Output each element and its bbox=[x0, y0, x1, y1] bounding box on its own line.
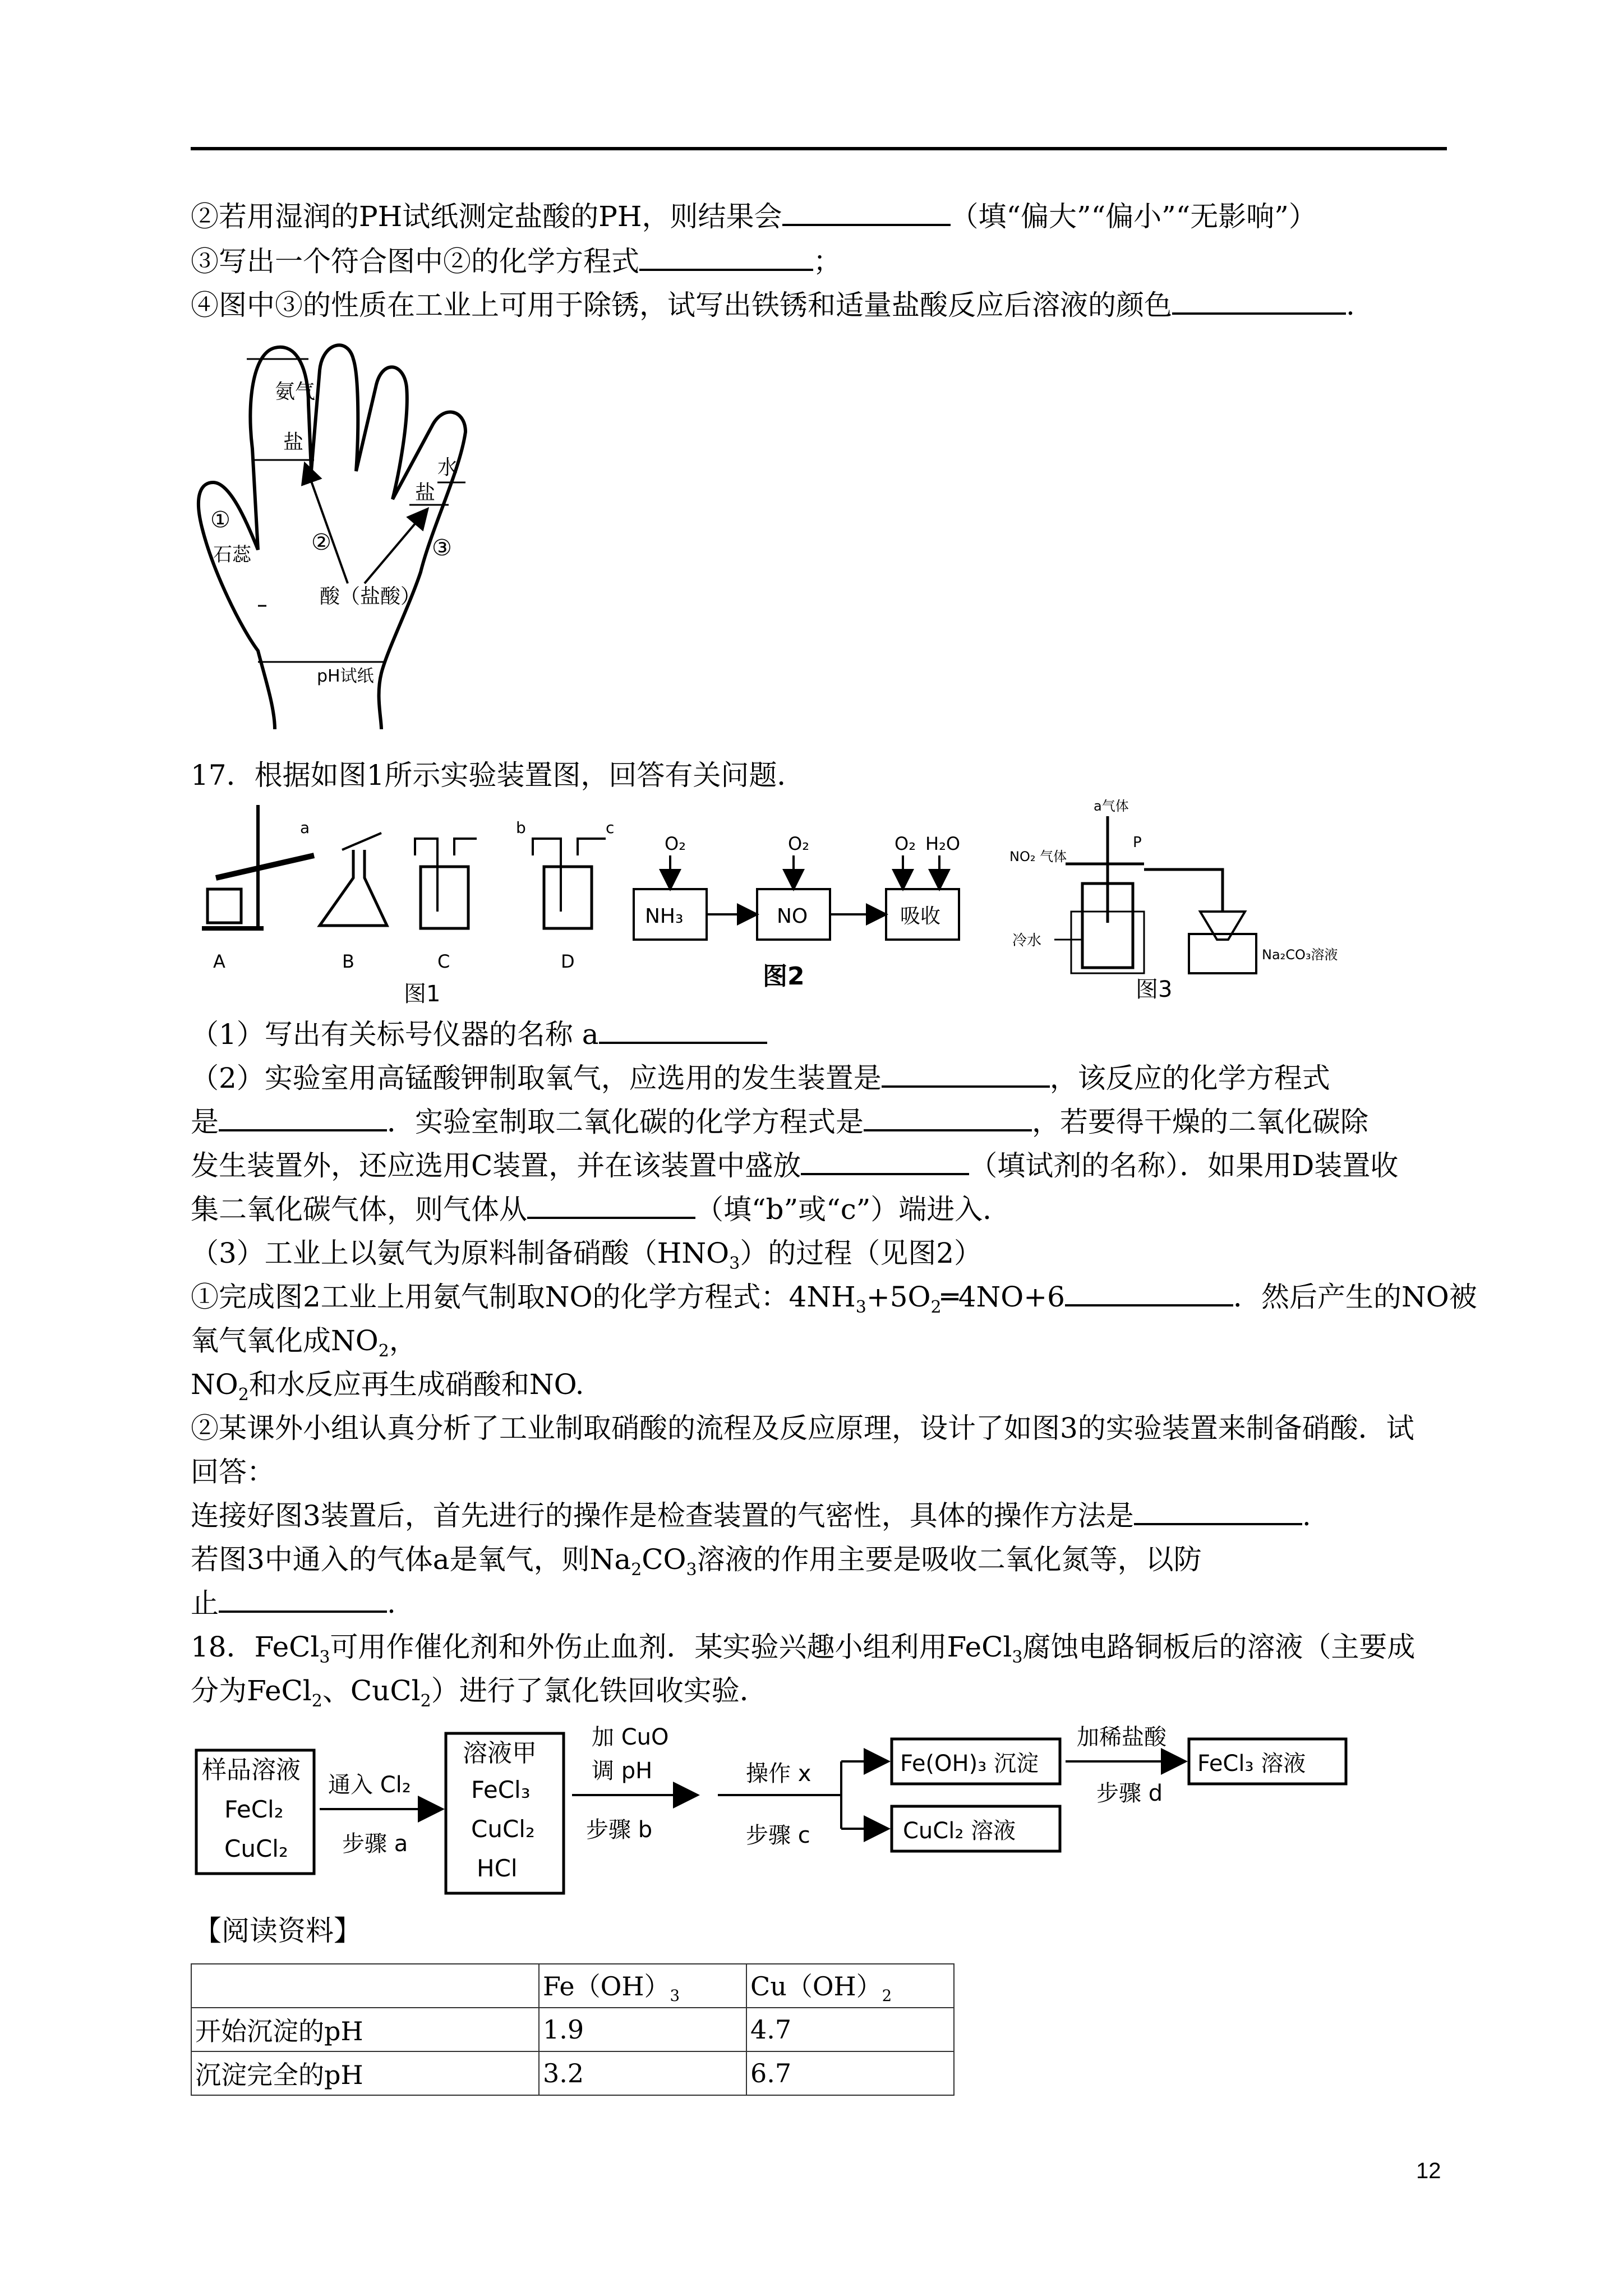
fig3-na2co3: Na₂CO₃溶液 bbox=[1262, 947, 1338, 963]
answer-blank[interactable] bbox=[1134, 1501, 1302, 1525]
q17-part2-line1: （2）实验室用高锰酸钾制取氧气，应选用的发生装置是 ，该反应的化学方程式 bbox=[191, 1062, 1330, 1094]
box-sample-cucl2: CuCl₂ bbox=[224, 1835, 288, 1862]
hand-label-water: 水 bbox=[437, 456, 458, 479]
q18-line1: 18．FeCl$_3$可用作催化剂和外伤止血剂．某实验兴趣小组利用FeCl$_3$腐蚀电路铜板后的溶液（主要成 bbox=[191, 1631, 1415, 1667]
hand-circle-2: ② bbox=[311, 530, 331, 555]
fig3-cold-water: 冷水 bbox=[1012, 932, 1042, 949]
hand-label-salt: 盐 bbox=[283, 431, 304, 454]
arrow-3 bbox=[365, 510, 426, 583]
box-sample-title: 样品溶液 bbox=[202, 1756, 301, 1784]
q18-line2: 分为FeCl$_2$、CuCl$_2$）进行了氯化铁回收实验． bbox=[191, 1674, 768, 1711]
page-number: 12 bbox=[1416, 2159, 1441, 2183]
q17-part3-2e: 止 . bbox=[191, 1587, 396, 1619]
label-add-dilute-hcl: 加稀盐酸 bbox=[1077, 1724, 1166, 1750]
hand-diagram bbox=[191, 337, 538, 740]
hand-circle-3: ③ bbox=[432, 535, 452, 561]
fig2-box-nh3-label: NH₃ bbox=[645, 905, 684, 928]
table-header-cell: $Fe(OH)_3$ bbox=[539, 1964, 746, 2008]
box-feoh3-label: Fe(OH)₃ 沉淀 bbox=[900, 1751, 1039, 1777]
q17-part3-2b: 回答： bbox=[191, 1456, 275, 1488]
fig3-p: P bbox=[1133, 834, 1142, 851]
hand-label-ammonia: 氨气 bbox=[275, 380, 316, 403]
table-cell: 3.2 bbox=[539, 2051, 746, 2095]
q17-part1: （1）写出有关标号仪器的名称 a bbox=[191, 1016, 767, 1052]
answer-blank[interactable] bbox=[782, 201, 951, 226]
label-step-b: 步骤 b bbox=[586, 1817, 653, 1843]
fig2-box-no-label: NO bbox=[777, 905, 808, 928]
fig3-apparatus bbox=[1009, 799, 1338, 1002]
q16-part4: ④图中③的性质在工业上可用于除锈，试写出铁锈和适量盐酸反应后溶液的颜色 . bbox=[191, 289, 1355, 321]
table-header-cell: $Cu(OH)_2$ bbox=[746, 1964, 954, 2008]
table-cell: 开始沉淀的pH bbox=[191, 2008, 539, 2051]
label-step-a: 步骤 a bbox=[342, 1831, 408, 1857]
box-solution-fecl3: FeCl₃ bbox=[471, 1776, 531, 1803]
label-add-cuo: 加 CuO bbox=[592, 1724, 669, 1750]
box-cucl2-solution-label: CuCl₂ 溶液 bbox=[903, 1818, 1016, 1844]
hand-label-acid: 酸（盐酸） bbox=[320, 585, 421, 608]
hand-label-salt2: 盐 bbox=[415, 481, 436, 504]
fig2-box-absorb-label: 吸收 bbox=[900, 905, 941, 928]
table-cell: 4.7 bbox=[746, 2008, 954, 2051]
answer-blank[interactable] bbox=[1065, 1282, 1233, 1306]
table-cell: 沉淀完全的pH bbox=[191, 2051, 539, 2095]
fig3-no2: NO₂ 气体 bbox=[1009, 849, 1067, 864]
apparatus-B bbox=[300, 818, 387, 972]
recovery-flowchart bbox=[191, 1717, 1357, 1896]
q17-part3-2c: 连接好图3装置后，首先进行的操作是检查装置的气密性，具体的操作方法是 . bbox=[191, 1499, 1311, 1532]
fig1-caption: 图1 bbox=[404, 981, 441, 1007]
reading-material-title: 【阅读资料】 bbox=[193, 1915, 362, 1947]
answer-blank[interactable] bbox=[1172, 290, 1346, 315]
label-A: A bbox=[213, 951, 225, 972]
q17-part2-line4: 集二氧化碳气体，则气体从 （填“b”或“c”）端进入． bbox=[191, 1193, 1011, 1226]
apparatus-C bbox=[415, 839, 477, 972]
label-b: b bbox=[516, 818, 526, 837]
label-a: a bbox=[300, 818, 310, 837]
q17-part2-line2: 是 ．实验室制取二氧化碳的化学方程式是 ，若要得干燥的二氧化碳除 bbox=[191, 1106, 1368, 1138]
label-step-d: 步骤 d bbox=[1096, 1780, 1163, 1806]
label-operation-x: 操作 x bbox=[746, 1761, 811, 1787]
answer-blank[interactable] bbox=[527, 1194, 695, 1219]
hand-label-ph-paper: pH试纸 bbox=[317, 666, 374, 686]
table-cell: 6.7 bbox=[746, 2051, 954, 2095]
fig3-caption: 图3 bbox=[1136, 977, 1173, 1002]
label-pass-cl2: 通入 Cl₂ bbox=[328, 1772, 411, 1798]
box-fecl3-solution-label: FeCl₃ 溶液 bbox=[1197, 1751, 1306, 1777]
label-B: B bbox=[342, 951, 354, 972]
box-sample-fecl2: FeCl₂ bbox=[224, 1796, 284, 1823]
table-cell: 1.9 bbox=[539, 2008, 746, 2051]
q17-part3-2d: 若图3中通入的气体a是氧气，则$Na_2CO_3$溶液的作用主要是吸收二氧化氮等，以防 bbox=[191, 1543, 1202, 1580]
label-adjust-ph: 调 pH bbox=[592, 1758, 653, 1784]
hand-label-litmus: 石蕊 bbox=[213, 544, 251, 566]
table-row bbox=[191, 2008, 954, 2051]
fig2-flow bbox=[634, 833, 960, 991]
apparatus-A bbox=[202, 805, 314, 972]
q17-part3: （3）工业上以氨气为原料制备硝酸$(HNO_3)$的过程（见图2） bbox=[191, 1237, 983, 1273]
header-rule bbox=[191, 147, 1447, 150]
box-solution-cucl2: CuCl₂ bbox=[471, 1815, 535, 1843]
q17-part3-2a: ②某课外小组认真分析了工业制取硝酸的流程及反应原理，设计了如图3的实验装置来制备硝酸．试 bbox=[191, 1412, 1414, 1444]
answer-blank[interactable] bbox=[801, 1151, 969, 1175]
answer-blank[interactable] bbox=[864, 1107, 1032, 1131]
q16-part3: ③写出一个符合图中②的化学方程式 ； bbox=[191, 245, 841, 278]
answer-blank[interactable] bbox=[219, 1107, 387, 1131]
table-row bbox=[191, 2051, 954, 2095]
q17-title: 17．根据如图1所示实验装置图，回答有关问题． bbox=[191, 759, 805, 792]
box-solution-title: 溶液甲 bbox=[463, 1739, 537, 1768]
table-header-row bbox=[191, 1964, 954, 2008]
fig3-gas-a: a气体 bbox=[1094, 799, 1129, 814]
fig2-o2-1: O₂ bbox=[665, 833, 686, 854]
fig2-caption: 图2 bbox=[763, 962, 805, 991]
label-c: c bbox=[606, 818, 615, 837]
figures-1-2-3 bbox=[191, 799, 1441, 1013]
answer-blank[interactable] bbox=[219, 1588, 387, 1613]
answer-blank[interactable] bbox=[599, 1019, 767, 1044]
q17-part2-line3: 发生装置外，还应选用C装置，并在该装置中盛放 （填试剂的名称）．如果用D装置收 bbox=[191, 1149, 1399, 1182]
answer-blank[interactable] bbox=[882, 1063, 1050, 1088]
q17-part3-1b: 氧气氧化成$NO_2$， bbox=[191, 1324, 417, 1361]
q17-part3-1c: $NO_2$和水反应再生成硝酸和NO. bbox=[191, 1368, 584, 1405]
label-D: D bbox=[561, 951, 575, 972]
label-C: C bbox=[437, 951, 450, 972]
box-solution-hcl: HCl bbox=[477, 1855, 518, 1882]
q16-part2: ②若用湿润的PH试纸测定盐酸的PH，则结果会 （填“偏大”“偏小”“无影响”） bbox=[191, 200, 1317, 233]
answer-blank[interactable] bbox=[639, 246, 813, 271]
apparatus-D bbox=[516, 818, 614, 972]
fig2-o2-2: O₂ bbox=[788, 833, 810, 854]
label-step-c: 步骤 c bbox=[746, 1823, 810, 1848]
hand-circle-1: ① bbox=[210, 507, 230, 533]
fig2-o2-3: O₂ bbox=[895, 833, 916, 854]
table-header-cell bbox=[191, 1964, 539, 2008]
fig2-h2o: H₂O bbox=[925, 833, 961, 854]
arrow-2 bbox=[306, 466, 348, 583]
reading-material-table bbox=[191, 1963, 955, 2096]
q17-part3-1: ①完成图2工业上用氨气制取NO的化学方程式：$4NH_3+5O_2═4NO+6$ ．然后产生的NO被 bbox=[191, 1281, 1477, 1317]
